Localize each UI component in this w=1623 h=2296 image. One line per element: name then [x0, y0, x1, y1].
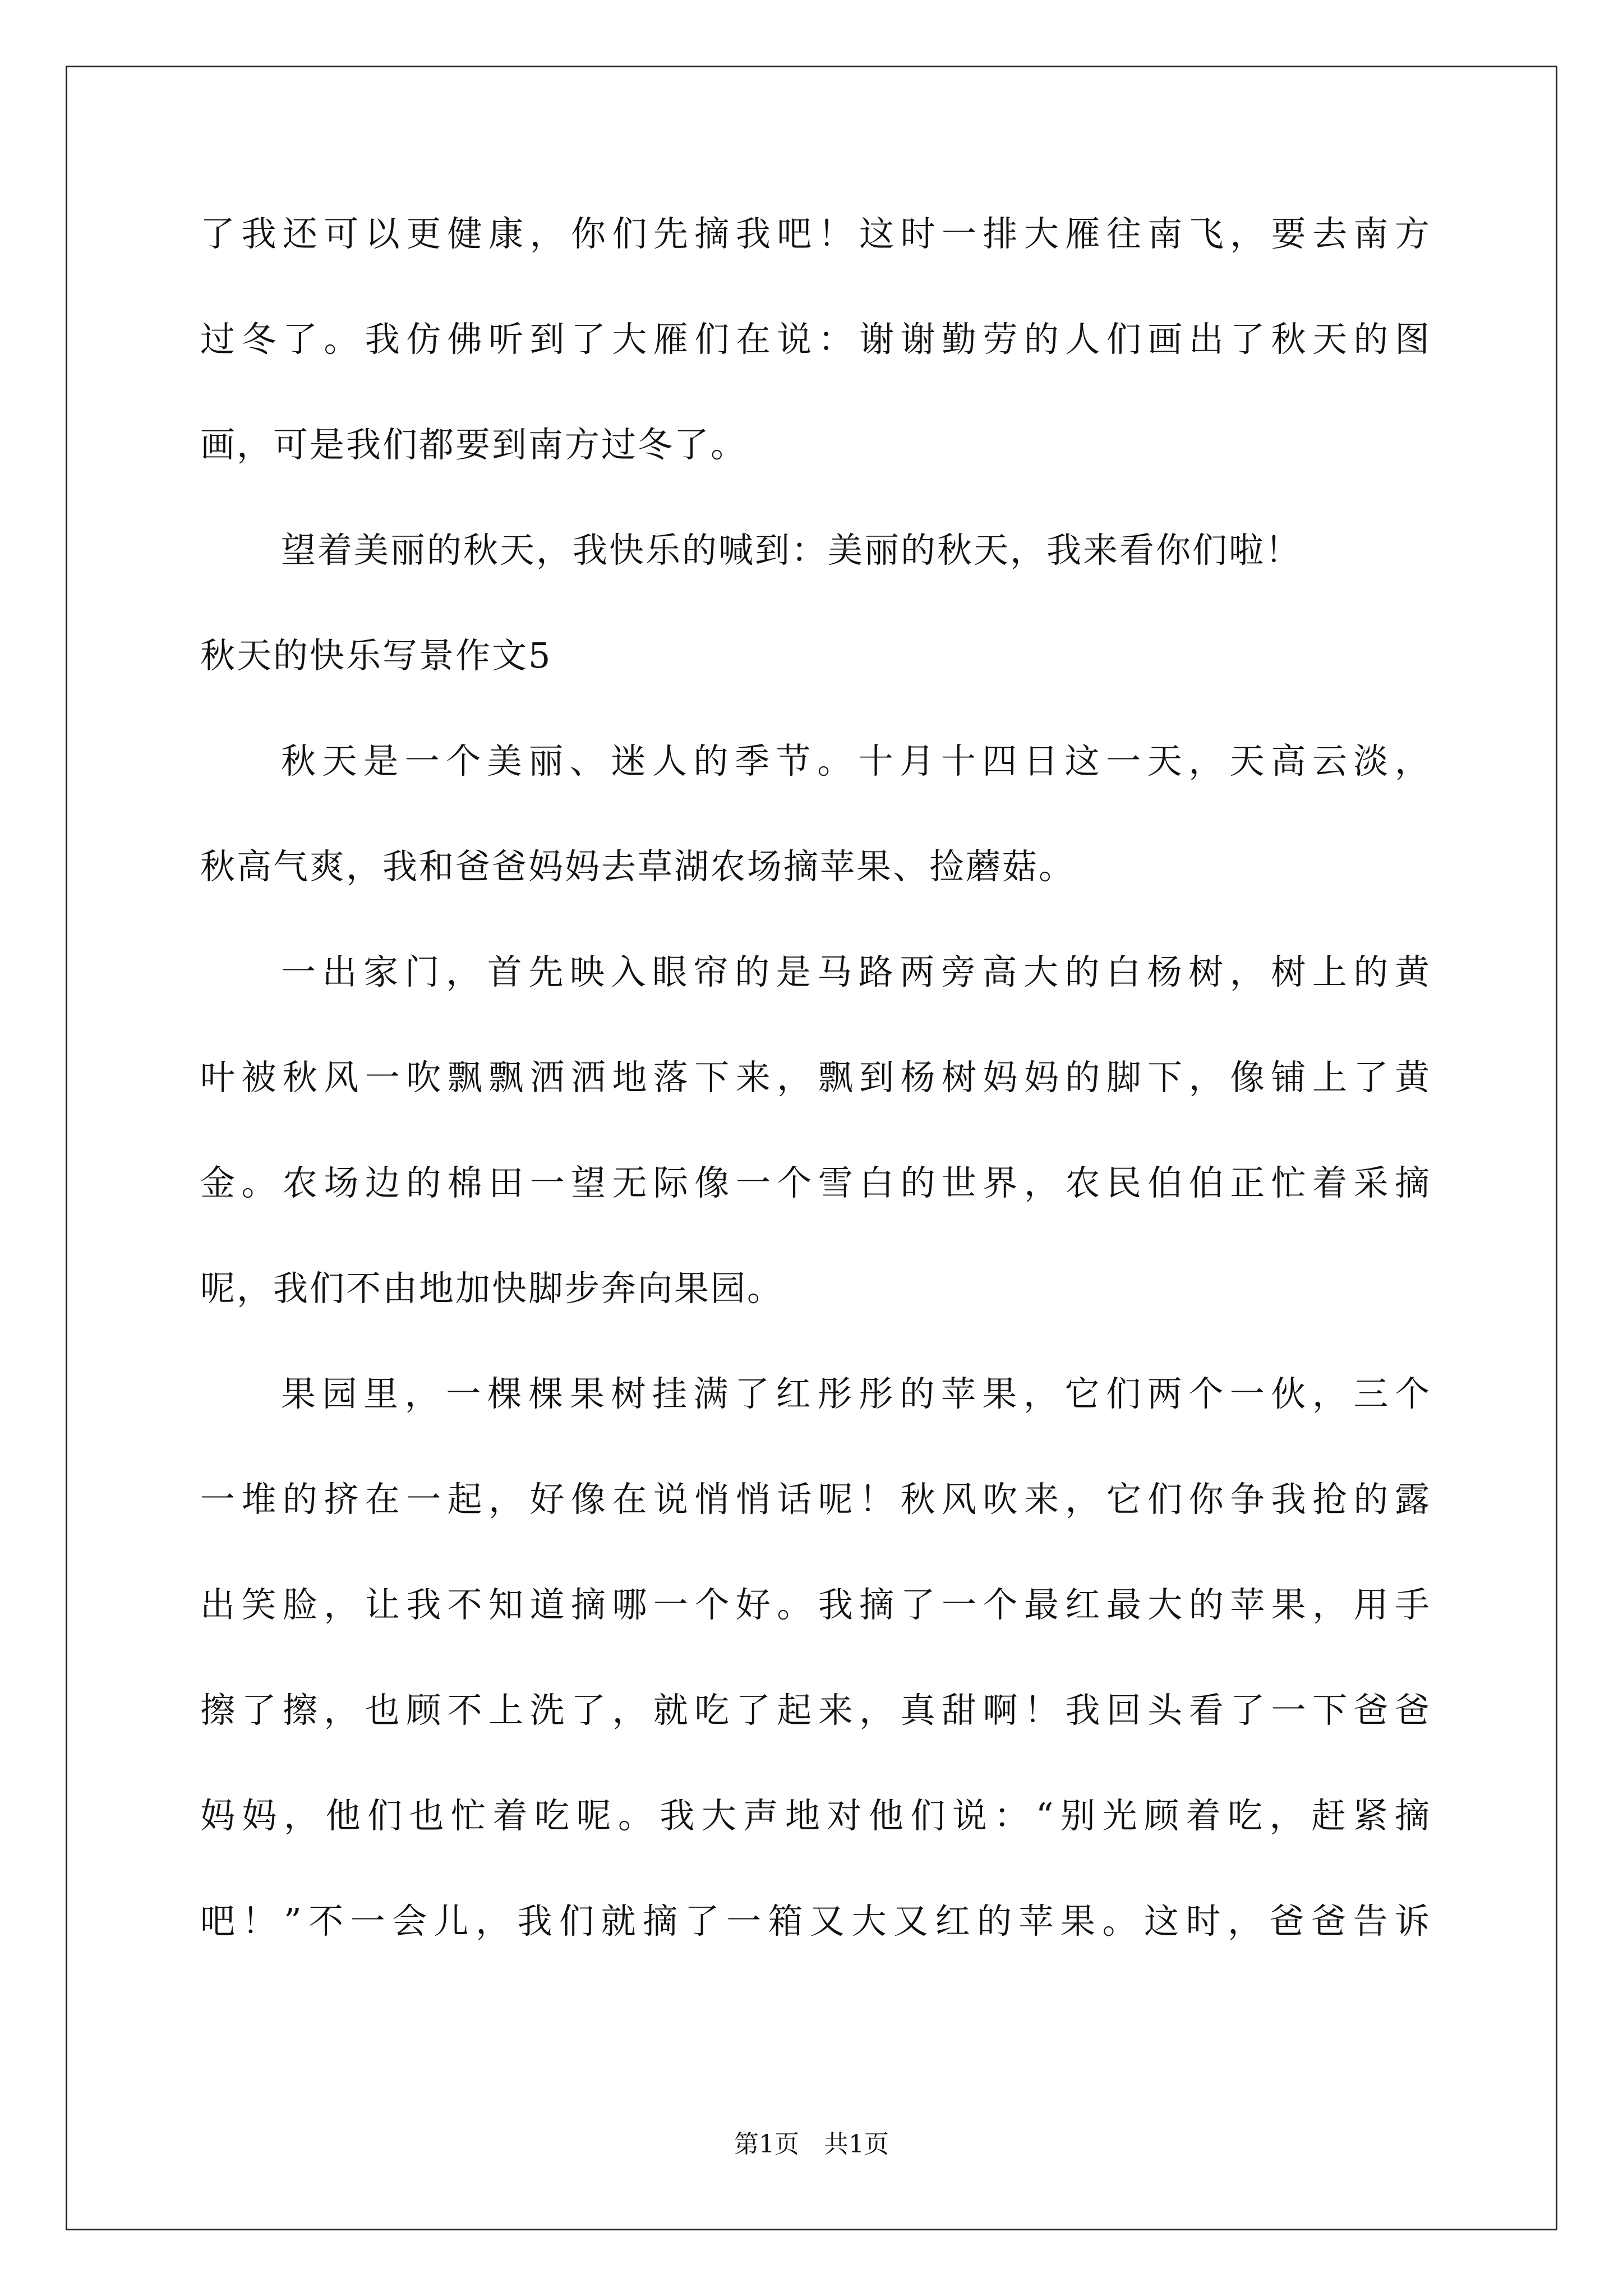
text-line: 了我还可以更健康，你们先摘我吧！这时一排大雁往南飞，要去南方: [200, 213, 1431, 254]
paragraph-first-line: 望着美丽的秋天，我快乐的喊到：美丽的秋天，我来看你们啦！: [281, 530, 1302, 570]
text-line: 画，可是我们都要到南方过冬了。: [200, 424, 748, 465]
section-heading: 秋天的快乐写景作文5: [200, 635, 552, 676]
document-body: [200, 208, 1431, 2000]
text-line: 呢，我们不由地加快脚步奔向果园。: [200, 1268, 784, 1309]
page-footer: [0, 2128, 1623, 2161]
text-line: 擦了擦，也顾不上洗了，就吃了起来，真甜啊！我回头看了一下爸爸: [200, 1690, 1431, 1731]
text-line: 妈妈，他们也忙着吃呢。我大声地对他们说：“别光顾着吃，赶紧摘: [200, 1795, 1431, 1836]
text-line: 秋高气爽，我和爸爸妈妈去草湖农场摘苹果、捡蘑菇。: [200, 846, 1076, 887]
text-line: 过冬了。我仿佛听到了大雁们在说：谢谢勤劳的人们画出了秋天的图: [200, 319, 1431, 360]
paragraph-first-line: 果园里，一棵棵果树挂满了红彤彤的苹果，它们两个一伙，三个: [281, 1373, 1431, 1414]
page-total: 共1页: [824, 2130, 889, 2159]
text-line: 出笑脸，让我不知道摘哪一个好。我摘了一个最红最大的苹果，用手: [200, 1584, 1431, 1625]
text-line: 一堆的挤在一起，好像在说悄悄话呢！秋风吹来，它们你争我抢的露: [200, 1479, 1431, 1520]
paragraph-first-line: 秋天是一个美丽、迷人的季节。十月十四日这一天，天高云淡，: [281, 740, 1431, 781]
page-number: 第1页: [734, 2130, 799, 2159]
text-line: 叶被秋风一吹飘飘洒洒地落下来，飘到杨树妈妈的脚下，像铺上了黄: [200, 1057, 1431, 1098]
text-line: 吧！”不一会儿，我们就摘了一箱又大又红的苹果。这时，爸爸告诉: [200, 1901, 1431, 1941]
paragraph-first-line: 一出家门，首先映入眼帘的是马路两旁高大的白杨树，树上的黄: [281, 951, 1431, 992]
text-line: 金。农场边的棉田一望无际像一个雪白的世界，农民伯伯正忙着采摘: [200, 1162, 1431, 1203]
